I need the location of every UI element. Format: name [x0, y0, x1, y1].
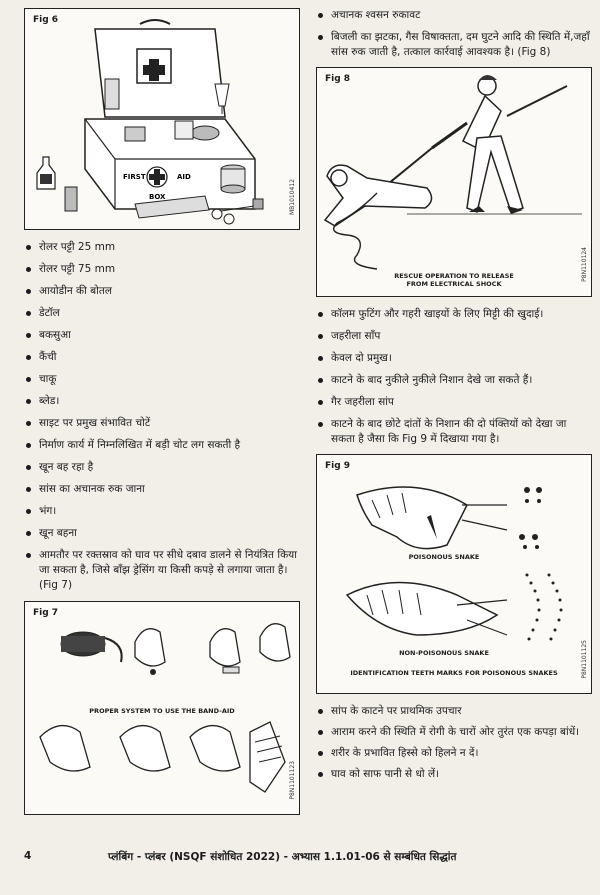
list-item: आमतौर पर रक्तस्राव को घाव पर सीधे दबाव डालने से नियंत्रित किया जा सकता है, जिसे बाँझ ड्रेसिंग या किसी कपड़े से लगाया जाता है। (Fig 7)	[24, 548, 300, 593]
right-column	[316, 8, 592, 788]
teeth-marks-rows	[526, 574, 563, 641]
right-list-c	[316, 704, 592, 782]
list-item: खून बह रहा है	[24, 460, 300, 475]
list-item: निर्माण कार्य में निम्नलिखित में बड़ी चोट लग सकती है	[24, 438, 300, 453]
snake-illustration	[317, 455, 593, 695]
fig6-code: MB1010412	[289, 178, 296, 215]
fig6-text-first: FIRST	[123, 173, 146, 181]
list-item: खून बहना	[24, 526, 300, 541]
list-item: बकसुआ	[24, 328, 300, 343]
list-item: आराम करने की स्थिति में रोगी के चारों ओर तुरंत एक कपड़ा बांधें।	[316, 725, 592, 740]
list-item: सांप के काटने पर प्राथमिक उपचार	[316, 704, 592, 719]
right-list-a	[316, 8, 592, 60]
list-item: केवल दो प्रमुख।	[316, 351, 592, 366]
fig6-text-aid: AID	[177, 173, 191, 181]
list-item: सांस का अचानक रुक जाना	[24, 482, 300, 497]
list-item: घाव को साफ पानी से धो लें।	[316, 767, 592, 782]
left-column	[24, 8, 300, 815]
list-item: अचानक श्वसन रुकावट	[316, 8, 592, 23]
page-number: 4	[24, 850, 32, 862]
list-item: ब्लेड।	[24, 394, 300, 409]
list-item: आयोडीन की बोतल	[24, 284, 300, 299]
fig8-electric-shock-rescue	[316, 67, 592, 297]
list-item: रोलर पट्टी 25 mm	[24, 240, 300, 255]
list-item: साइट पर प्रमुख संभावित चोटें	[24, 416, 300, 431]
fig6-label: Fig 6	[33, 15, 59, 25]
list-item: शरीर के प्रभावित हिस्से को हिलने न दें।	[316, 746, 592, 761]
fig9-code: P8N1101125	[581, 640, 588, 679]
fig7-label: Fig 7	[33, 608, 59, 618]
list-item: चाकू	[24, 372, 300, 387]
rescue-illustration	[317, 68, 593, 298]
fig8-caption-1: RESCUE OPERATION TO RELEASE	[394, 272, 514, 280]
fig9-label: Fig 9	[325, 461, 351, 471]
list-item: कैंची	[24, 350, 300, 365]
left-list-a	[24, 240, 300, 593]
list-item: भंग।	[24, 504, 300, 519]
list-item: काटने के बाद छोटे दांतों के निशान की दो पंक्तियों को देखा जा सकता है जैसा कि Fig 9 में दिखाया गया है।	[316, 417, 592, 447]
footer-text: प्लंबिंग - प्लंबर (NSQF संशोधित 2022) - अभ्यास 1.1.01-06 से सम्बंधित सिद्धांत	[108, 851, 457, 863]
list-item: डेटॉल	[24, 306, 300, 321]
right-list-b	[316, 307, 592, 447]
fig7-code: P8N1101123	[289, 761, 296, 800]
fig9-caption-poisonous: POISONOUS SNAKE	[408, 553, 480, 561]
fig8-code: P8N110124	[581, 247, 588, 282]
fig9-caption-nonpoisonous: NON-POISONOUS SNAKE	[399, 649, 489, 657]
fig7-caption: PROPER SYSTEM TO USE THE BAND-AID	[89, 707, 235, 715]
first-aid-box-illustration	[25, 9, 301, 231]
fig9-caption-main: IDENTIFICATION TEETH MARKS FOR POISONOUS SNAKES	[350, 669, 558, 677]
list-item: काटने के बाद नुकीले नुकीले निशान देखे जा सकते हैं।	[316, 373, 592, 388]
fig7-band-aid	[24, 601, 300, 815]
fig8-caption-2: FROM ELECTRICAL SHOCK	[406, 280, 502, 288]
list-item: जहरीला साँप	[316, 329, 592, 344]
fig6-text-box: BOX	[149, 193, 166, 201]
list-item: गैर जहरीला सांप	[316, 395, 592, 410]
fig6-first-aid-box	[24, 8, 300, 230]
list-item: रोलर पट्टी 75 mm	[24, 262, 300, 277]
list-item: कॉलम फुटिंग और गहरी खाइयों के लिए मिट्टी की खुदाई।	[316, 307, 592, 322]
page-footer	[24, 850, 584, 866]
fig8-label: Fig 8	[325, 74, 351, 84]
list-item: बिजली का झटका, गैस विषाक्तता, दम घुटने आदि की स्थिति में,जहाँ सांस रुक जाती है, तत्काल कार्रवाई आवश्यक है। (Fig 8)	[316, 30, 592, 60]
fig9-snake-teeth-marks	[316, 454, 592, 694]
